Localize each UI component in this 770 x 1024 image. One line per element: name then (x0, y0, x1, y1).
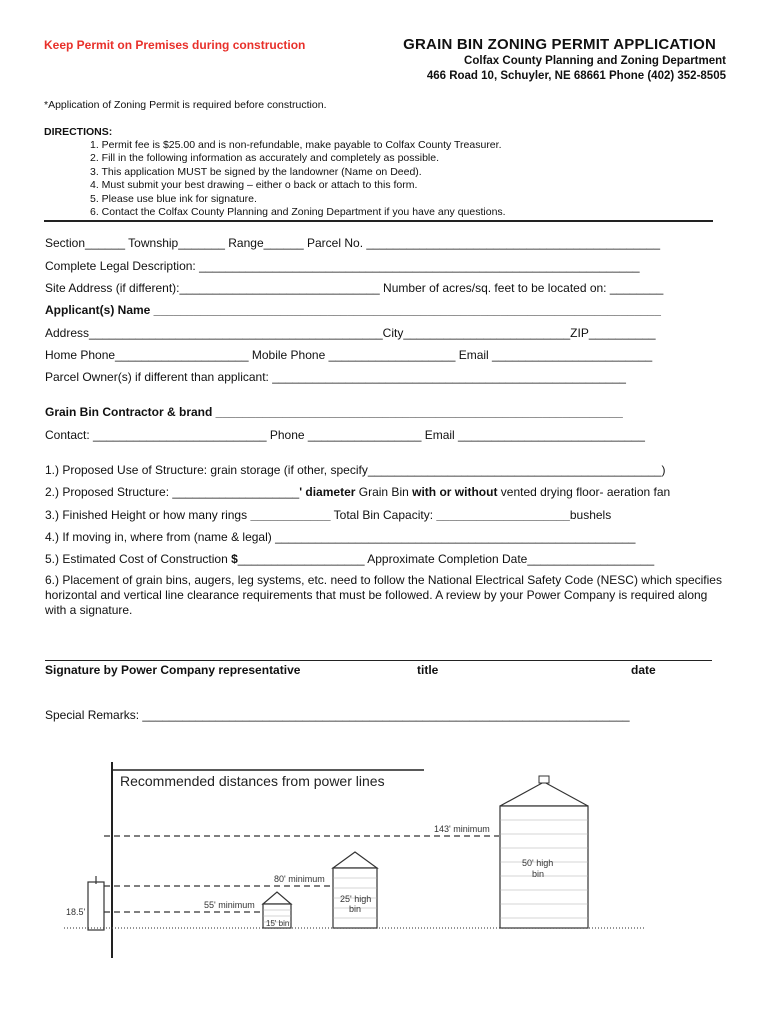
moving-in-field[interactable]: 4.) If moving in, where from (name & legal) ______________________________________________________ (45, 530, 636, 544)
contractor-contact-field[interactable]: Contact: __________________________ Phone _________________ Email ____________________________ (45, 428, 645, 442)
parcel-owner-field[interactable]: Parcel Owner(s) if different than applicant: _____________________________________________________ (45, 370, 626, 384)
bin-25ft (333, 852, 377, 928)
structure-diameter-blank[interactable]: 2.) Proposed Structure: ___________________ (45, 485, 300, 499)
direction-item: 6. Contact the Colfax County Planning and Zoning Department if you have any questions. (90, 206, 506, 219)
cost-completion-field[interactable] (45, 552, 654, 566)
phone-email-field[interactable]: Home Phone____________________ Mobile Phone ___________________ Email ________________________ (45, 348, 653, 362)
clearance-55-label: 55' minimum (204, 900, 255, 910)
direction-item: 5. Please use blue ink for signature. (90, 192, 257, 205)
section-divider (44, 220, 713, 222)
clearance-80-label: 80' minimum (274, 874, 325, 884)
bin-25-label-a: 25' high (340, 894, 372, 904)
nesc-placement-paragraph: 6.) Placement of grain bins, augers, leg systems, etc. need to follow the National Electrical Safety Code (NESC) which specifies horizontal and vertical line clearance requirements that must be followed. A review by your Power Company is required along with a signature. (45, 573, 722, 617)
department-name: Colfax County Planning and Zoning Department (464, 55, 726, 67)
proposed-use-field[interactable]: 1.) Proposed Use of Structure: grain storage (if other, specify____________________________________________) (45, 463, 666, 477)
department-address: 466 Road 10, Schuyler, NE 68661 Phone (402) 352-8505 (426, 70, 726, 82)
keep-on-premises-notice: Keep Permit on Premises during construction (44, 38, 306, 52)
form-title: GRAIN BIN ZONING PERMIT APPLICATION (403, 36, 716, 53)
power-line-distance-diagram (44, 752, 724, 964)
pole-height-label: 18.5' (66, 907, 86, 917)
grain-bin-label: Grain Bin (355, 485, 413, 499)
applicant-address-field[interactable]: Address____________________________________________City_________________________ZIP__________ (45, 326, 656, 340)
dollar-sign: $ (231, 552, 238, 566)
with-or-without-label: with or without (412, 485, 498, 499)
legal-description-field[interactable]: Complete Legal Description: __________________________________________________________________ (45, 259, 640, 273)
diameter-label: ' diameter (299, 485, 356, 499)
signature-label: Signature by Power Company representative (45, 663, 301, 677)
height-capacity-field[interactable] (45, 508, 611, 522)
signature-title-label: title (417, 663, 439, 677)
height-blank[interactable]: ____________ (250, 508, 331, 522)
height-label: 3.) Finished Height or how many rings (45, 508, 251, 522)
signature-line[interactable] (45, 660, 712, 661)
signature-date-label: date (631, 663, 656, 677)
completion-date-field[interactable]: Approximate Completion Date___________________ (364, 552, 655, 566)
clearance-143-label: 143' minimum (434, 824, 490, 834)
bin-50-label-a: 50' high (522, 858, 554, 868)
directions-list (90, 139, 506, 219)
drying-floor-label: vented drying floor- aeration fan (497, 485, 671, 499)
contractor-field[interactable]: Grain Bin Contractor & brand _____________________________________________________________ (45, 405, 623, 419)
proposed-structure-field[interactable] (45, 485, 670, 499)
special-remarks-field[interactable]: Special Remarks: _________________________________________________________________________ (45, 708, 630, 722)
bin-15ft (263, 892, 291, 928)
bin-50-label-b: bin (532, 869, 545, 879)
direction-item: 3. This application MUST be signed by the landowner (Name on Deed). (90, 165, 422, 178)
site-address-acres-field[interactable]: Site Address (if different):______________________________ Number of acres/sq. feet to be located on: ________ (45, 281, 664, 295)
direction-item: 2. Fill in the following information as accurately and completely as possible. (90, 152, 440, 165)
bushels-label: bushels (569, 508, 612, 522)
cost-blank[interactable]: ___________________ (237, 552, 365, 566)
diagram-title: Recommended distances from power lines (120, 773, 385, 789)
bin-15-label: 15' bin (266, 919, 290, 928)
direction-item: 1. Permit fee is $25.00 and is non-refundable, make payable to Colfax County Treasurer. (90, 139, 502, 151)
permit-required-note: *Application of Zoning Permit is required before construction. (44, 99, 327, 111)
cost-label: 5.) Estimated Cost of Construction (45, 552, 232, 566)
utility-pole (88, 882, 104, 930)
directions-heading: DIRECTIONS: (44, 126, 113, 138)
section-township-range-parcel-field[interactable]: Section______ Township_______ Range______ Parcel No. ____________________________________________ (45, 236, 661, 250)
bin-50ft (500, 776, 588, 928)
capacity-label: Total Bin Capacity: (330, 508, 437, 522)
applicant-name-field[interactable]: Applicant(s) Name ____________________________________________________________________________ (45, 303, 661, 317)
bin-25-label-b: bin (349, 904, 362, 914)
direction-item: 4. Must submit your best drawing – either o back or attach to this form. (90, 179, 418, 192)
capacity-blank[interactable]: ____________________ (436, 508, 570, 522)
